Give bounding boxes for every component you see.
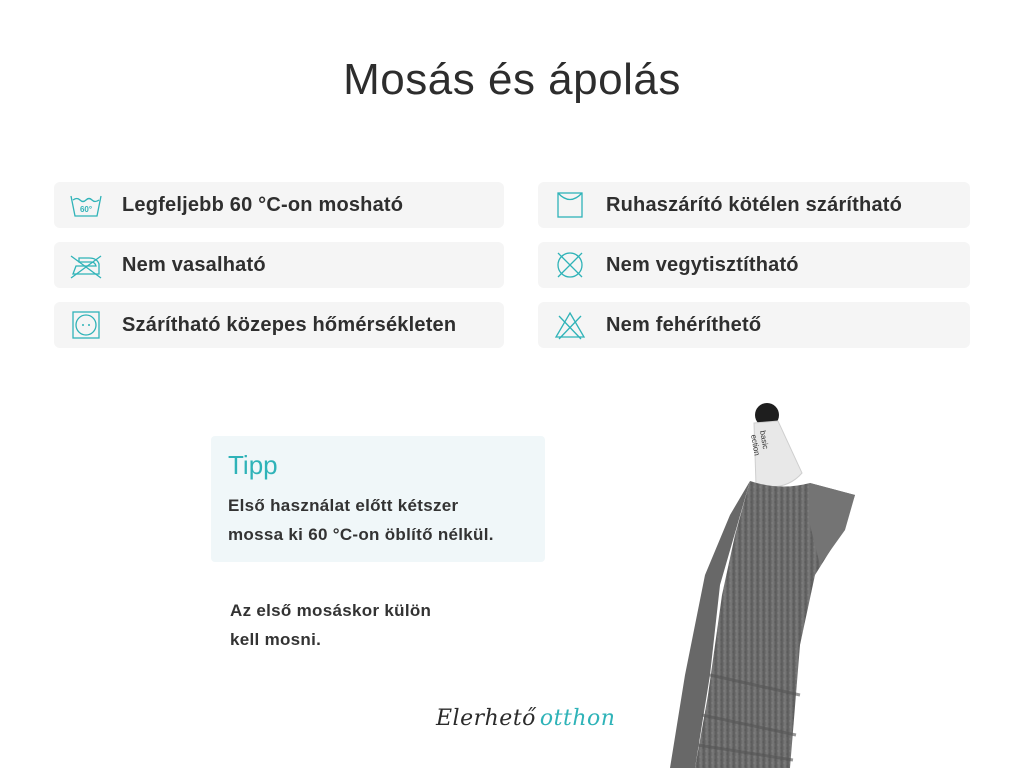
tip-text <box>228 491 545 549</box>
care-item-no-bleach <box>538 302 970 348</box>
no-bleach-icon <box>552 310 588 340</box>
logo-part-1: Elerhető <box>436 706 536 731</box>
care-item-label: Legfeljebb 60 °C-on mosható <box>122 193 404 216</box>
tip-box <box>211 436 545 562</box>
wash-note <box>230 596 530 654</box>
note-line-1: Az első mosáskor külön <box>230 601 432 620</box>
no-dry-clean-icon <box>552 250 588 280</box>
towel-image <box>650 395 1024 768</box>
tip-line-2: mossa ki 60 °C-on öblítő nélkül. <box>228 525 494 544</box>
tag-line-1: basic <box>758 429 771 450</box>
wash-temp-label: 60° <box>79 205 93 214</box>
care-item-tumble-dry <box>54 302 504 348</box>
line-dry-icon <box>552 190 588 220</box>
tag-line-2: ection <box>749 433 762 457</box>
logo-part-2: otthon <box>539 706 616 731</box>
care-item-label: Nem vegytisztítható <box>606 253 799 276</box>
note-line-2: kell mosni. <box>230 630 322 649</box>
page-title: Mosás és ápolás <box>343 55 681 104</box>
wash-60-icon <box>68 190 104 220</box>
care-item-label: Nem vasalható <box>122 253 266 276</box>
care-item-label: Ruhaszárító kötélen szárítható <box>606 193 903 216</box>
care-item-no-iron <box>54 242 504 288</box>
care-item-line-dry <box>538 182 970 228</box>
tip-line-1: Első használat előtt kétszer <box>228 496 459 515</box>
care-item-label: Nem fehéríthető <box>606 313 762 336</box>
care-item-no-dry-clean <box>538 242 970 288</box>
care-item-label: Szárítható közepes hőmérsékleten <box>122 313 457 336</box>
tip-title: Tipp <box>228 450 278 480</box>
brand-logo <box>436 706 615 731</box>
care-item-wash-60 <box>54 182 504 228</box>
tumble-dry-medium-icon <box>68 310 104 340</box>
no-iron-icon <box>68 250 104 280</box>
